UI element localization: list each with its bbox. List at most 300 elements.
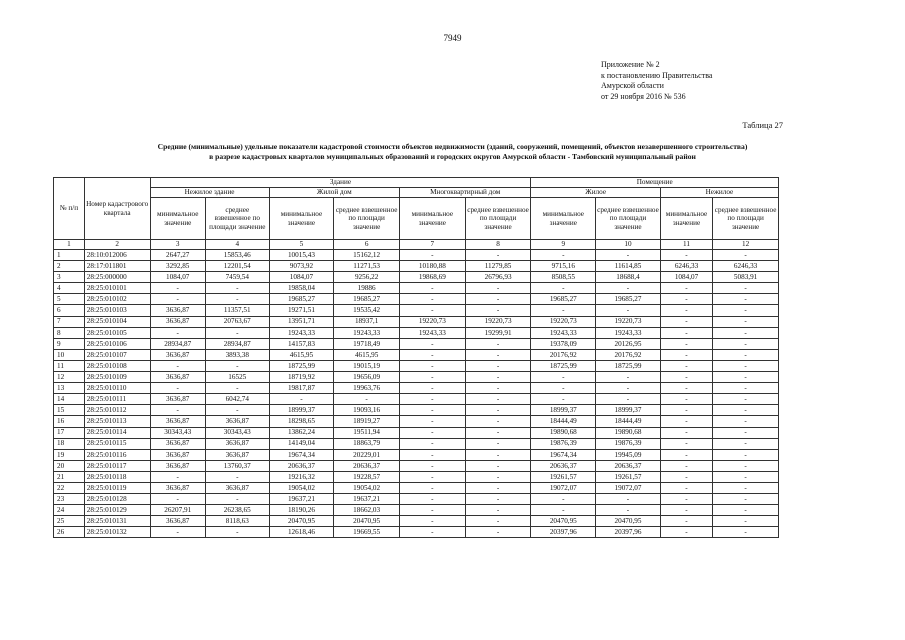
value-cell: - <box>399 505 465 516</box>
value-cell: 10180,88 <box>399 261 465 272</box>
value-cell: 19261,57 <box>596 471 661 482</box>
value-cell: - <box>465 349 531 360</box>
value-cell: 6246,33 <box>660 261 712 272</box>
value-cell: 19243,33 <box>269 327 334 338</box>
value-cell: - <box>713 250 779 261</box>
value-cell: 28934,87 <box>150 338 205 349</box>
value-cell: - <box>465 449 531 460</box>
appendix-line: к постановлению Правительства <box>601 70 713 80</box>
quarter-number-cell: 28:25:010117 <box>84 460 150 471</box>
value-cell: - <box>399 394 465 405</box>
table-row <box>54 360 779 371</box>
row-number-cell: 4 <box>54 283 85 294</box>
value-cell: - <box>465 250 531 261</box>
row-number-cell: 6 <box>54 305 85 316</box>
value-cell: 18662,03 <box>334 505 400 516</box>
value-cell: 18999,37 <box>269 405 334 416</box>
value-cell: - <box>399 383 465 394</box>
value-cell: - <box>660 505 712 516</box>
quarter-number-cell: 28:25:010111 <box>84 394 150 405</box>
column-number-row <box>54 240 779 250</box>
value-cell: 19685,27 <box>531 294 596 305</box>
value-cell: - <box>713 427 779 438</box>
value-cell: 20397,96 <box>596 527 661 538</box>
value-cell: 1084,07 <box>150 272 205 283</box>
value-cell: 19656,09 <box>334 372 400 383</box>
table-body <box>54 250 779 538</box>
value-cell: - <box>713 360 779 371</box>
value-cell: 3636,87 <box>205 482 269 493</box>
appendix-line: от 29 ноября 2016 № 536 <box>601 91 686 101</box>
value-cell: - <box>660 394 712 405</box>
value-cell: - <box>660 316 712 327</box>
value-cell: - <box>713 438 779 449</box>
value-cell: 19868,69 <box>399 272 465 283</box>
value-cell: - <box>150 494 205 505</box>
value-cell: 18444,49 <box>596 416 661 427</box>
value-cell: 20176,92 <box>531 349 596 360</box>
value-cell: 19890,68 <box>531 427 596 438</box>
table-row <box>54 327 779 338</box>
col-header-num: № п/п <box>54 178 85 240</box>
value-cell: 19220,73 <box>465 316 531 327</box>
value-cell: 19271,51 <box>269 305 334 316</box>
value-cell: 3292,85 <box>150 261 205 272</box>
value-cell: 19886 <box>334 283 400 294</box>
value-cell: - <box>660 494 712 505</box>
value-cell: 19093,16 <box>334 405 400 416</box>
table-row <box>54 338 779 349</box>
value-cell: - <box>399 482 465 493</box>
col-header-min: минимальное значение <box>150 198 205 240</box>
col-header-apartment-building: Многоквартирный дом <box>399 188 530 198</box>
value-cell: 19685,27 <box>334 294 400 305</box>
value-cell: - <box>596 505 661 516</box>
value-cell: 18725,99 <box>531 360 596 371</box>
value-cell: 20229,01 <box>334 449 400 460</box>
row-number-cell: 16 <box>54 416 85 427</box>
quarter-number-cell: 28:25:010113 <box>84 416 150 427</box>
value-cell: - <box>205 494 269 505</box>
value-cell: 19261,57 <box>531 471 596 482</box>
row-number-cell: 17 <box>54 427 85 438</box>
table-row <box>54 294 779 305</box>
row-number-cell: 1 <box>54 250 85 261</box>
value-cell: 4615,95 <box>269 349 334 360</box>
row-number-cell: 14 <box>54 394 85 405</box>
value-cell: 19378,09 <box>531 338 596 349</box>
col-header-building: Здание <box>150 178 531 188</box>
col-header-quarter: Номер кадастрового квартала <box>84 178 150 240</box>
value-cell: - <box>660 527 712 538</box>
value-cell: - <box>660 360 712 371</box>
value-cell: 19054,02 <box>269 482 334 493</box>
quarter-number-cell: 28:25:010119 <box>84 482 150 493</box>
table-row <box>54 438 779 449</box>
value-cell: 19243,33 <box>334 327 400 338</box>
value-cell: - <box>399 516 465 527</box>
value-cell: - <box>660 427 712 438</box>
value-cell: 20470,95 <box>334 516 400 527</box>
value-cell: 3636,87 <box>205 449 269 460</box>
value-cell: - <box>465 372 531 383</box>
value-cell: 20763,67 <box>205 316 269 327</box>
value-cell: - <box>465 405 531 416</box>
col-header-premises: Помещение <box>531 178 779 188</box>
table-row <box>54 305 779 316</box>
column-number: 3 <box>150 240 205 250</box>
value-cell: - <box>531 394 596 405</box>
value-cell: 19637,21 <box>269 494 334 505</box>
value-cell: 19963,76 <box>334 383 400 394</box>
value-cell: - <box>596 383 661 394</box>
value-cell: - <box>713 283 779 294</box>
row-number-cell: 9 <box>54 338 85 349</box>
column-number: 11 <box>660 240 712 250</box>
value-cell: - <box>713 449 779 460</box>
value-cell: 20126,95 <box>596 338 661 349</box>
value-cell: - <box>399 460 465 471</box>
heading-line: Средние (минимальные) удельные показатели кадастровой стоимости объектов недвижимости (зданий, сооружений, помещений, объектов незавершенного строительства) <box>157 142 748 151</box>
value-cell: 3636,87 <box>150 305 205 316</box>
value-cell: - <box>399 427 465 438</box>
row-number-cell: 19 <box>54 449 85 460</box>
value-cell: 19015,19 <box>334 360 400 371</box>
value-cell: 19243,33 <box>596 327 661 338</box>
value-cell: 20636,37 <box>531 460 596 471</box>
quarter-number-cell: 28:25:010106 <box>84 338 150 349</box>
value-cell: - <box>399 494 465 505</box>
value-cell: 1084,07 <box>269 272 334 283</box>
col-header-min: минимальное значение <box>269 198 334 240</box>
table-row <box>54 283 779 294</box>
value-cell: 3636,87 <box>150 449 205 460</box>
quarter-number-cell: 28:25:010114 <box>84 427 150 438</box>
value-cell: 11271,53 <box>334 261 400 272</box>
value-cell: - <box>531 505 596 516</box>
row-number-cell: 22 <box>54 482 85 493</box>
value-cell: - <box>150 527 205 538</box>
table-row <box>54 527 779 538</box>
value-cell: 20470,95 <box>269 516 334 527</box>
table-row <box>54 516 779 527</box>
value-cell: 19669,55 <box>334 527 400 538</box>
value-cell: - <box>205 405 269 416</box>
value-cell: 18999,37 <box>596 405 661 416</box>
value-cell: 19817,87 <box>269 383 334 394</box>
col-header-weighted: среднее взвешенное по площади значение <box>713 198 779 240</box>
value-cell: - <box>465 283 531 294</box>
value-cell: 11614,85 <box>596 261 661 272</box>
value-cell: - <box>531 383 596 394</box>
quarter-number-cell: 28:25:010110 <box>84 383 150 394</box>
value-cell: 3636,87 <box>205 438 269 449</box>
row-number-cell: 8 <box>54 327 85 338</box>
value-cell: - <box>713 416 779 427</box>
value-cell: - <box>660 327 712 338</box>
table-row <box>54 482 779 493</box>
appendix-block <box>601 60 712 102</box>
value-cell: - <box>660 416 712 427</box>
quarter-number-cell: 28:25:010102 <box>84 294 150 305</box>
value-cell: - <box>465 505 531 516</box>
col-header-weighted: среднее взвешенное по площади значение <box>465 198 531 240</box>
value-cell: 19228,57 <box>334 471 400 482</box>
col-header-min: минимальное значение <box>660 198 712 240</box>
row-number-cell: 26 <box>54 527 85 538</box>
table-row <box>54 427 779 438</box>
value-cell: 20397,96 <box>531 527 596 538</box>
value-cell: 3636,87 <box>150 416 205 427</box>
value-cell: 12201,54 <box>205 261 269 272</box>
value-cell: 15853,46 <box>205 250 269 261</box>
quarter-number-cell: 28:25:010131 <box>84 516 150 527</box>
table-row <box>54 372 779 383</box>
value-cell: 19876,39 <box>596 438 661 449</box>
value-cell: 19674,34 <box>531 449 596 460</box>
value-cell: - <box>531 305 596 316</box>
heading-line: в разрезе кадастровых кварталов муниципальных образований и городских округов Амурской области - Тамбовский муниципальный район <box>209 152 696 161</box>
value-cell: - <box>713 494 779 505</box>
value-cell: 18863,79 <box>334 438 400 449</box>
value-cell: - <box>399 283 465 294</box>
row-number-cell: 3 <box>54 272 85 283</box>
col-header-weighted: среднее взвешенное по площади значение <box>205 198 269 240</box>
value-cell: - <box>660 305 712 316</box>
value-cell: 20470,95 <box>596 516 661 527</box>
table-row <box>54 394 779 405</box>
value-cell: 19299,91 <box>465 327 531 338</box>
value-cell: 18688,4 <box>596 272 661 283</box>
row-number-cell: 18 <box>54 438 85 449</box>
value-cell: - <box>660 349 712 360</box>
value-cell: 26796,93 <box>465 272 531 283</box>
value-cell: - <box>399 360 465 371</box>
column-number: 9 <box>531 240 596 250</box>
value-cell: - <box>713 394 779 405</box>
row-number-cell: 11 <box>54 360 85 371</box>
value-cell: 19718,49 <box>334 338 400 349</box>
value-cell: - <box>596 372 661 383</box>
value-cell: - <box>399 294 465 305</box>
value-cell: 14149,04 <box>269 438 334 449</box>
value-cell: - <box>465 416 531 427</box>
value-cell: - <box>150 294 205 305</box>
table-number: Таблица 27 <box>742 120 783 130</box>
value-cell: - <box>465 516 531 527</box>
row-number-cell: 5 <box>54 294 85 305</box>
value-cell: - <box>660 438 712 449</box>
value-cell: 8118,63 <box>205 516 269 527</box>
value-cell: 5083,91 <box>713 272 779 283</box>
row-number-cell: 20 <box>54 460 85 471</box>
value-cell: - <box>713 305 779 316</box>
value-cell: 6246,33 <box>713 261 779 272</box>
value-cell: 19876,39 <box>531 438 596 449</box>
value-cell: - <box>660 405 712 416</box>
value-cell: 3636,87 <box>150 438 205 449</box>
value-cell: 10015,43 <box>269 250 334 261</box>
column-number: 1 <box>54 240 85 250</box>
value-cell: - <box>660 250 712 261</box>
document-heading <box>20 142 885 162</box>
value-cell: - <box>660 482 712 493</box>
value-cell: 28934,87 <box>205 338 269 349</box>
quarter-number-cell: 28:25:010108 <box>84 360 150 371</box>
value-cell: - <box>465 294 531 305</box>
value-cell: - <box>399 250 465 261</box>
value-cell: - <box>531 372 596 383</box>
col-header-min: минимальное значение <box>531 198 596 240</box>
value-cell: 16525 <box>205 372 269 383</box>
table-row <box>54 494 779 505</box>
value-cell: 19220,73 <box>531 316 596 327</box>
row-number-cell: 25 <box>54 516 85 527</box>
table-row <box>54 505 779 516</box>
value-cell: - <box>334 394 400 405</box>
row-number-cell: 2 <box>54 261 85 272</box>
value-cell: 19674,34 <box>269 449 334 460</box>
row-number-cell: 13 <box>54 383 85 394</box>
value-cell: - <box>465 460 531 471</box>
value-cell: - <box>713 316 779 327</box>
value-cell: - <box>205 294 269 305</box>
quarter-number-cell: 28:25:010116 <box>84 449 150 460</box>
value-cell: 20470,95 <box>531 516 596 527</box>
quarter-number-cell: 28:25:010115 <box>84 438 150 449</box>
value-cell: 15162,12 <box>334 250 400 261</box>
value-cell: 9073,92 <box>269 261 334 272</box>
value-cell: 18725,99 <box>269 360 334 371</box>
value-cell: - <box>399 349 465 360</box>
value-cell: - <box>399 305 465 316</box>
value-cell: 20636,37 <box>596 460 661 471</box>
value-cell: 14157,83 <box>269 338 334 349</box>
value-cell: 19220,73 <box>596 316 661 327</box>
column-number: 4 <box>205 240 269 250</box>
col-header-res-house: Жилой дом <box>269 188 399 198</box>
value-cell: 30343,43 <box>205 427 269 438</box>
quarter-number-cell: 28:25:010103 <box>84 305 150 316</box>
table-row <box>54 416 779 427</box>
value-cell: - <box>596 283 661 294</box>
column-number: 6 <box>334 240 400 250</box>
value-cell: 30343,43 <box>150 427 205 438</box>
value-cell: - <box>399 338 465 349</box>
value-cell: 13951,71 <box>269 316 334 327</box>
quarter-number-cell: 28:17:011801 <box>84 261 150 272</box>
value-cell: 18937,1 <box>334 316 400 327</box>
col-header-nonres-building: Нежилое здание <box>150 188 269 198</box>
value-cell: - <box>713 338 779 349</box>
quarter-number-cell: 28:25:010129 <box>84 505 150 516</box>
value-cell: 19243,33 <box>531 327 596 338</box>
value-cell: - <box>150 360 205 371</box>
value-cell: 19216,32 <box>269 471 334 482</box>
table-row <box>54 349 779 360</box>
value-cell: - <box>660 294 712 305</box>
row-number-cell: 24 <box>54 505 85 516</box>
value-cell: - <box>465 383 531 394</box>
value-cell: 3636,87 <box>150 482 205 493</box>
value-cell: - <box>465 527 531 538</box>
row-number-cell: 10 <box>54 349 85 360</box>
value-cell: 3636,87 <box>150 372 205 383</box>
quarter-number-cell: 28:25:010132 <box>84 527 150 538</box>
value-cell: 6042,74 <box>205 394 269 405</box>
quarter-number-cell: 28:25:000000 <box>84 272 150 283</box>
value-cell: - <box>713 327 779 338</box>
value-cell: 3636,87 <box>150 394 205 405</box>
value-cell: - <box>660 372 712 383</box>
value-cell: - <box>399 405 465 416</box>
value-cell: - <box>465 427 531 438</box>
table-row <box>54 449 779 460</box>
column-number: 2 <box>84 240 150 250</box>
quarter-number-cell: 28:25:010118 <box>84 471 150 482</box>
value-cell: - <box>205 383 269 394</box>
value-cell: - <box>465 482 531 493</box>
value-cell: 26207,91 <box>150 505 205 516</box>
value-cell: 18444,49 <box>531 416 596 427</box>
value-cell: 18190,26 <box>269 505 334 516</box>
value-cell: 8508,55 <box>531 272 596 283</box>
value-cell: 13862,24 <box>269 427 334 438</box>
value-cell: - <box>531 250 596 261</box>
quarter-number-cell: 28:25:010105 <box>84 327 150 338</box>
value-cell: 19637,21 <box>334 494 400 505</box>
quarter-number-cell: 28:25:010107 <box>84 349 150 360</box>
table-row <box>54 272 779 283</box>
value-cell: - <box>531 283 596 294</box>
value-cell: - <box>150 405 205 416</box>
value-cell: 18719,92 <box>269 372 334 383</box>
value-cell: - <box>465 338 531 349</box>
column-number: 12 <box>713 240 779 250</box>
value-cell: - <box>399 438 465 449</box>
column-number: 5 <box>269 240 334 250</box>
quarter-number-cell: 28:25:010128 <box>84 494 150 505</box>
value-cell: - <box>660 460 712 471</box>
quarter-number-cell: 28:25:010109 <box>84 372 150 383</box>
value-cell: 19243,33 <box>399 327 465 338</box>
value-cell: - <box>660 383 712 394</box>
value-cell: - <box>269 394 334 405</box>
appendix-line: Амурской области <box>601 81 664 90</box>
value-cell: - <box>399 527 465 538</box>
row-number-cell: 7 <box>54 316 85 327</box>
value-cell: 19685,27 <box>269 294 334 305</box>
quarter-number-cell: 28:25:010101 <box>84 283 150 294</box>
value-cell: - <box>399 372 465 383</box>
column-number: 10 <box>596 240 661 250</box>
value-cell: 13760,37 <box>205 460 269 471</box>
value-cell: 9715,16 <box>531 261 596 272</box>
value-cell: - <box>531 494 596 505</box>
value-cell: - <box>205 360 269 371</box>
value-cell: 18999,37 <box>531 405 596 416</box>
value-cell: - <box>713 294 779 305</box>
value-cell: - <box>399 449 465 460</box>
table-row <box>54 405 779 416</box>
value-cell: - <box>465 394 531 405</box>
value-cell: - <box>150 383 205 394</box>
col-header-nonresidential: Нежилое <box>660 188 778 198</box>
table-row <box>54 261 779 272</box>
value-cell: 20176,92 <box>596 349 661 360</box>
value-cell: 26238,65 <box>205 505 269 516</box>
value-cell: 11357,51 <box>205 305 269 316</box>
